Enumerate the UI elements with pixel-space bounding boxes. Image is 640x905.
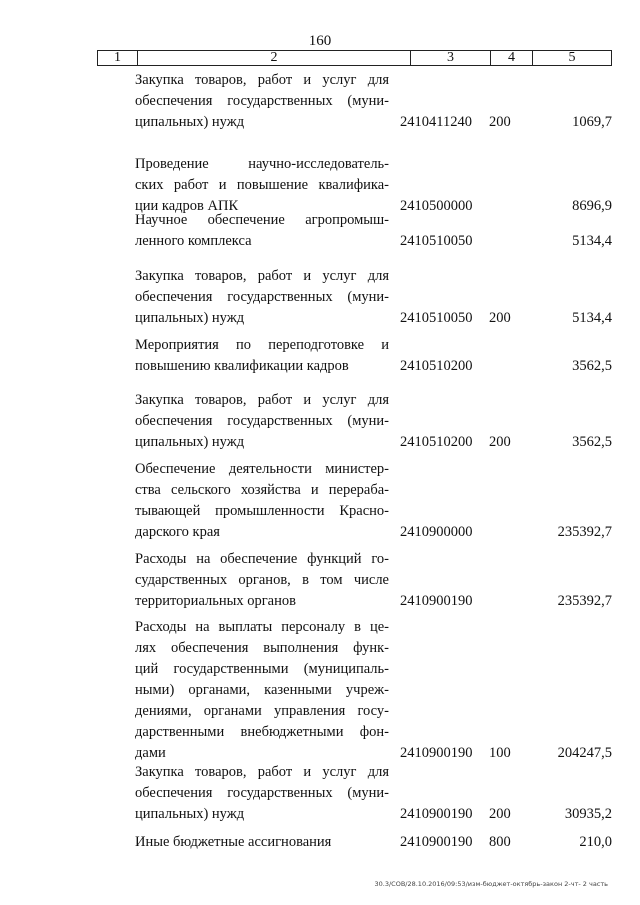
- row-description-line: ципальных) нужд: [135, 310, 245, 326]
- row-description-line: Закупка товаров, работ и услуг для: [135, 72, 389, 88]
- row-amount: 8696,9: [572, 198, 612, 214]
- row-description-line: Мероприятия по переподготовке и: [135, 337, 389, 353]
- row-description: [135, 266, 389, 329]
- row-expense-type: 200: [489, 806, 511, 822]
- row-description: [135, 459, 389, 543]
- row-description-line: ципальных) нужд: [135, 114, 245, 130]
- row-description-line: тывающей промышленности Красно-: [135, 503, 389, 519]
- row-description-line: дениями, органами управления госу-: [135, 703, 389, 719]
- row-code: 2410900190: [400, 834, 473, 850]
- row-expense-type: 200: [489, 434, 511, 450]
- row-description-line: ции кадров АПК: [135, 198, 239, 214]
- row-description-line: Расходы на выплаты персоналу в це-: [135, 619, 389, 635]
- column-header-2: 2: [138, 51, 411, 65]
- row-code: 2410411240: [400, 114, 472, 130]
- row-description: [135, 335, 389, 377]
- row-description-line: лях обеспечения выполнения функ-: [135, 640, 389, 656]
- row-amount: 235392,7: [557, 524, 612, 540]
- row-description-line: ципальных) нужд: [135, 434, 245, 450]
- row-description: [135, 762, 389, 825]
- row-description-line: ленного комплекса: [135, 233, 252, 249]
- row-description-line: Закупка товаров, работ и услуг для: [135, 392, 389, 408]
- row-description-line: ций государственными (муниципаль-: [135, 661, 389, 677]
- row-description: [135, 210, 389, 252]
- row-description: [135, 390, 389, 453]
- column-header-row: [97, 50, 612, 66]
- row-amount: 3562,5: [572, 358, 612, 374]
- row-description-line: ципальных) нужд: [135, 806, 245, 822]
- row-description: [135, 70, 389, 133]
- row-expense-type: 200: [489, 310, 511, 326]
- row-description: [135, 154, 389, 217]
- row-code: 2410510200: [400, 358, 473, 374]
- row-description-line: ными) органами, казенными учреж-: [135, 682, 389, 698]
- row-amount: 5134,4: [572, 233, 612, 249]
- row-description: [135, 617, 389, 764]
- row-description-line: обеспечения государственных (муни-: [135, 785, 389, 801]
- row-amount: 30935,2: [564, 806, 612, 822]
- row-amount: 3562,5: [572, 434, 612, 450]
- row-expense-type: 100: [489, 745, 511, 761]
- column-header-5: 5: [568, 50, 576, 65]
- column-header-3: 3: [411, 51, 491, 65]
- row-description-line: дарственными внебюджетными фон-: [135, 724, 389, 740]
- row-code: 2410900190: [400, 593, 473, 609]
- row-description-line: дарского края: [135, 524, 220, 540]
- row-description-line: повышению квалификации кадров: [135, 358, 349, 374]
- row-amount: 204247,5: [557, 745, 612, 761]
- row-description-line: обеспечения государственных (муни-: [135, 93, 389, 109]
- row-expense-type: 200: [489, 114, 511, 130]
- row-description: [135, 549, 389, 612]
- row-amount: 210,0: [579, 834, 612, 850]
- row-description-line: Научное обеспечение агропромыш-: [135, 212, 389, 228]
- row-amount: 1069,7: [572, 114, 612, 130]
- footer-file-stamp: 30.3/СОВ/28.10.2016/09:53/изм-бюджет-октябрь-закон 2-чт- 2 часть: [374, 880, 608, 888]
- row-description-line: Обеспечение деятельности министер-: [135, 461, 389, 477]
- row-description-line: обеспечения государственных (муни-: [135, 289, 389, 305]
- row-description-line: Проведение научно-исследователь-: [135, 156, 389, 172]
- row-description-line: дами: [135, 745, 166, 761]
- row-amount: 235392,7: [557, 593, 612, 609]
- row-description-line: Закупка товаров, работ и услуг для: [135, 268, 389, 284]
- row-description-line: ских работ и повышение квалифика-: [135, 177, 389, 193]
- row-code: 2410900000: [400, 524, 473, 540]
- row-description-line: Иные бюджетные ассигнования: [135, 834, 332, 850]
- row-code: 2410510200: [400, 434, 473, 450]
- column-header-4: 4: [491, 51, 533, 65]
- row-amount: 5134,4: [572, 310, 612, 326]
- row-description: [135, 832, 389, 853]
- row-code: 2410900190: [400, 745, 473, 761]
- row-code: 2410510050: [400, 310, 473, 326]
- row-expense-type: 800: [489, 834, 511, 850]
- row-description-line: обеспечения государственных (муни-: [135, 413, 389, 429]
- row-description-line: сударственных органов, в том числе: [135, 572, 389, 588]
- page-number: 160: [308, 33, 332, 49]
- row-description-line: Расходы на обеспечение функций го-: [135, 551, 389, 567]
- row-description-line: ства сельского хозяйства и перераба-: [135, 482, 389, 498]
- row-code: 2410900190: [400, 806, 473, 822]
- row-description-line: Закупка товаров, работ и услуг для: [135, 764, 389, 780]
- row-code: 2410510050: [400, 233, 473, 249]
- row-code: 2410500000: [400, 198, 473, 214]
- column-header-1: 1: [98, 51, 138, 65]
- row-description-line: территориальных органов: [135, 593, 296, 609]
